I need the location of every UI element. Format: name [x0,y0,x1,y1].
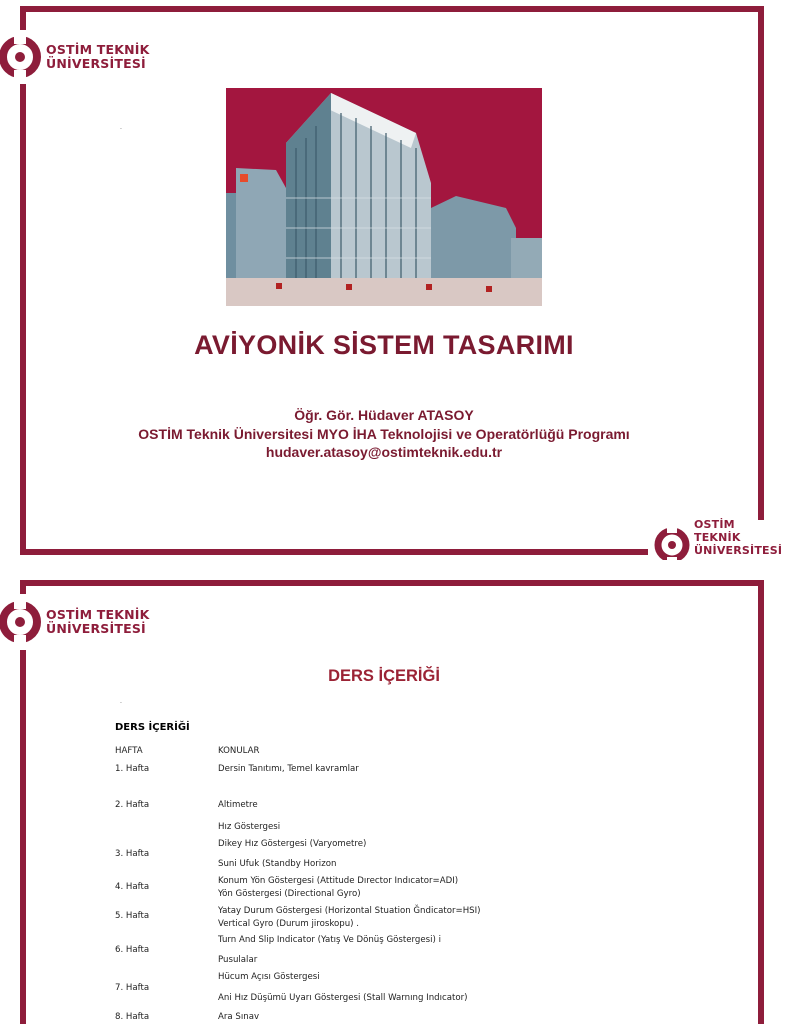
frame-right [758,6,764,554]
topic-cell: Altimetre [218,800,258,810]
presentation-title: AVİYONİK SİSTEM TASARIMI [194,330,574,360]
week-cell: 5. Hafta [115,911,150,921]
university-building-photo [226,88,542,306]
week-cell: 3. Hafta [115,849,150,859]
topic-cell: Turn And Slip Indicator (Yatış Ve Dönüş Göstergesi) i [218,935,441,945]
table-title: DERS İÇERİĞİ [115,722,190,733]
university-logo [0,594,156,650]
university-emblem-icon [0,32,46,82]
topic-cell: Ara Sınav [218,1012,260,1022]
logo-line2: ÜNİVERSİTESİ [694,544,783,557]
bullet-dot: . [120,124,122,131]
topic-cell: Suni Ufuk (Standby Horizon [218,859,337,869]
topic-cell: Yatay Durum Göstergesi (Horizontal Stuation Ğndicator=HSI) [218,906,481,916]
topic-cell: Dersin Tanıtımı, Temel kavramlar [218,764,359,774]
instructor-info [0,406,768,462]
logo-line1: OSTİM TEKNİK [46,607,150,622]
department-line: OSTİM Teknik Üniversitesi MYO İHA Teknolojisi ve Operatörlüğü Programı [138,425,630,442]
week-cell: 8. Hafta [115,1012,150,1022]
logo-line1: OSTİM TEKNİK [46,42,150,57]
frame-left [20,6,26,555]
header-topics: KONULAR [218,746,260,756]
header-week: HAFTA [115,746,143,756]
frame-top [20,6,764,12]
week-cell: 6. Hafta [115,945,150,955]
logo-line1: OSTİM TEKNİK [694,518,741,544]
logo-line2: ÜNİVERSİTESİ [46,56,146,71]
bullet-dot: . [120,698,122,705]
topic-cell: Hız Göstergesi [218,822,281,832]
frame-right [758,580,764,1024]
course-content-slide [0,574,768,1024]
topic-cell: Yön Göstergesi (Directional Gyro) [218,889,361,899]
university-emblem-icon [0,597,46,647]
instructor-name: Öğr. Gör. Hüdaver ATASOY [294,407,474,423]
university-logo [0,30,156,84]
logo-line2: ÜNİVERSİTESİ [46,621,146,636]
topic-cell: Dikey Hız Göstergesi (Varyometre) [218,839,367,849]
instructor-email: hudaver.atasoy@ostimteknik.edu.tr [265,444,503,460]
topic-cell: Konum Yön Göstergesi (Attitude Dırector Indıcator=ADI) [218,876,459,886]
frame-top [20,580,764,586]
topic-cell: Vertical Gyro (Durum jiroskopu) . [218,919,359,929]
week-cell: 4. Hafta [115,882,150,892]
slide-separator [0,560,768,574]
week-cell: 1. Hafta [115,764,150,774]
week-cell: 2. Hafta [115,800,150,810]
week-cell: 7. Hafta [115,983,150,993]
topic-cell: Hücum Açısı Göstergesi [218,972,320,982]
section-title: DERS İÇERİĞİ [328,667,440,685]
topic-cell: Pusulalar [218,955,258,965]
topic-cell: Ani Hız Düşümü Uyarı Göstergesi (Stall Warnıng Indıcator) [218,993,468,1003]
